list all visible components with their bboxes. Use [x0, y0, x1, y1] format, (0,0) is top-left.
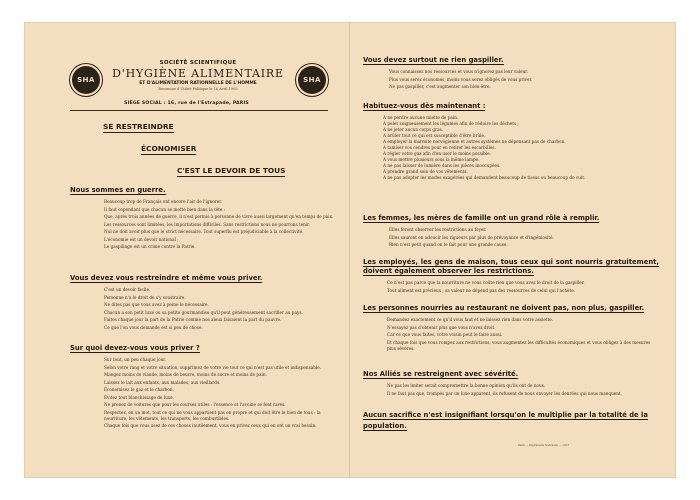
poster-sheet: [24, 22, 676, 478]
paragraph: Les ressources sont limitées, les importations difficiles. Sans restrictions nous ne pourrons tenir.: [104, 221, 311, 227]
section-body: [363, 317, 659, 352]
list-item: A ne perdre aucune miette de pain.: [383, 115, 459, 120]
section-heading: Vous devez vous restreindre et même vous priver.: [70, 274, 263, 282]
list-item: A tamiser vos cendres pour en retirer les escarbilles.: [383, 145, 496, 151]
paragraph: Faites chaque jour la part de la Patrie comme nos aïeux faisaient la part du pauvre.: [104, 317, 282, 322]
section-restrict-yourself: [70, 274, 340, 332]
paragraph: Ne pas les imiter serait compromettre la bonne opinion qu'ils ont de nous.: [387, 383, 546, 388]
list-item: A brûler tout ce qui est susceptible d'être brûlé.: [383, 133, 486, 139]
society-name: SOCIÉTÉ SCIENTIFIQUE: [159, 60, 237, 66]
section-body: [70, 199, 340, 250]
paragraph: Ne dites pas que vous avez à peine le nécessaire.: [104, 302, 209, 307]
list-item: A vous mettre plusieurs sous la même lampe.: [383, 157, 480, 163]
letterhead-text: [110, 60, 286, 91]
society-subtitle: ET D'ALIMENTATION RATIONNELLE DE L'HOMME: [139, 81, 257, 86]
section-employees: [363, 258, 659, 295]
list-item: A employer la marmite norvégienne et autres systèmes ne dépensant pas de charbon.: [383, 139, 566, 145]
printer-footer: Paris — Imprimerie Nationale — 1917: [518, 443, 569, 447]
section-body: [70, 287, 340, 331]
section-heading: Habituez-vous dès maintenant :: [363, 102, 486, 110]
society-logo-right: SHA: [298, 66, 326, 94]
slogan-restrict: SE RESTREINDRE: [103, 122, 174, 131]
letterhead-rule: [70, 110, 328, 111]
paragraph: C'est un devoir facile.: [104, 287, 151, 292]
paragraph: Beaucoup trop de Français ont encore l'air de l'ignorer.: [104, 199, 223, 204]
paragraph: Vous connaissez nos ressources et vous n'ignorez pas leur valeur.: [389, 69, 529, 74]
society-title: D'HYGIÈNE ALIMENTAIRE: [112, 67, 284, 80]
section-heading: Nos Alliés se restreignent avec sévérité.: [363, 370, 519, 378]
section-body: [363, 69, 659, 90]
paragraph: Rien n'est petit quand on le fait pour une grande cause.: [389, 242, 508, 247]
section-body: [363, 227, 659, 248]
paragraph: Ce n'est pas parce que la nourriture ne vous coûte rien que vous avez le droit de la gaspiller.: [387, 280, 585, 285]
section-women-role: [363, 214, 659, 250]
section-body: [363, 383, 659, 397]
slogan-economize: ÉCONOMISER: [141, 144, 197, 153]
paragraph: Tout aliment est précieux ; sa valeur ne dépend pas des ressources de celui qui l'achète.: [387, 287, 576, 293]
paragraph: Selon votre rang et votre situation, supprimez de votre vie tout ce qui n'est pas utile et indispensable.: [104, 364, 322, 370]
paragraph: Chaque fois que vous usez de ces choses inutilement, vous en privez ceux qui en ont un vrai besoin.: [104, 423, 317, 429]
paragraph: Elles sauront en adoucir les rigueurs par plus de prévoyance et d'ingéniosité.: [389, 234, 554, 240]
final-statement-text: Aucun sacrifice n'est insignifiant lorsqu'on le multiplie par la totalité de la population.: [363, 411, 648, 430]
section-body: [70, 357, 340, 429]
section-habits: [363, 102, 659, 182]
list-item: A ne pas adopter les modes exagérées qui demandent beaucoup de tissus ou beaucoup de cuir.: [383, 175, 586, 181]
paragraph: Économisez le gaz et le charbon.: [104, 387, 174, 392]
section-at-war: [70, 186, 340, 252]
paragraph: Personne n'a le droit de s'y soustraire.: [104, 294, 186, 300]
paragraph: Elles feront observer les restrictions au foyer.: [389, 227, 487, 232]
section-heading: Sur quoi devez-vous vous priver ?: [70, 344, 200, 352]
paragraph: Évitez tout blanchissage de luxe.: [104, 394, 174, 400]
paragraph: L'économie est un devoir national ;: [104, 236, 179, 242]
paragraph: Ce que l'on vous demande est si peu de chose.: [104, 324, 203, 330]
paragraph: Et chaque fois que vous rompez aux restrictions, vous augmentez les difficultés économiques et vous obligez à des mesures plus sévères.: [387, 339, 651, 351]
habit-list: [363, 115, 659, 182]
left-column: [24, 22, 349, 478]
paragraph: Demandez exactement ce qu'il vous faut et ne laissez rien dans votre assiette.: [387, 317, 554, 322]
paragraph: Il ne faut pas que, trompés par un luxe apparent, ils refusent de nous envoyer les denrées qui nous manquent.: [387, 390, 623, 396]
list-item: A prendre grand soin de vos vêtements.: [383, 169, 468, 175]
paragraph: Il faut cependant que chacun se mette bien dans la tête :: [104, 206, 226, 212]
paragraph: Car ce que vous faites, votre voisin peut le faire aussi.: [387, 332, 503, 337]
paragraph: Ne pas gaspiller, c'est augmenter son bien-être.: [389, 84, 491, 89]
paragraph: Le gaspillage est un crime contre la Patrie.: [104, 244, 196, 249]
section-no-waste: [363, 56, 659, 92]
list-item: A ne jeter aucun corps gras.: [383, 127, 444, 133]
society-logo-left: SHA: [72, 66, 100, 94]
paragraph: Chacun a son petit luxe ou sa petite gourmandise qu'il peut généreusement sacrifier au pays.: [104, 309, 303, 315]
paragraph: Laissez le lait aux enfants, aux malades, aux vieillards.: [104, 379, 221, 385]
paragraph: Sur tout, un peu chaque jour.: [104, 357, 167, 362]
paragraph: Mangez moins de viande, moins de beurre, moins de sucre et moins de pain.: [104, 372, 267, 377]
section-heading: Les personnes nourries au restaurant ne doivent pas, non plus, gaspiller.: [363, 304, 645, 312]
paragraph: N'essayez pas d'obtenir plus que vous n'avez droit.: [387, 324, 496, 330]
paragraph: Nul ne doit avoir plus que le strict nécessaire. Tout superflu est préjudiciable à la collectivité.: [104, 229, 304, 234]
section-restaurant: [363, 304, 659, 353]
slogan-duty: C'EST LE DEVOIR DE TOUS: [177, 166, 286, 175]
section-heading: Vous devez surtout ne rien gaspiller.: [363, 56, 504, 64]
list-item: A peler soigneusement les légumes afin de réduire les déchets ;: [383, 121, 519, 127]
section-heading: Nous sommes en guerre.: [70, 186, 166, 194]
right-column: [350, 22, 676, 478]
paragraph: Respectez, en un mot, tout ce qui ne vous appartient pas en propre et qui doit être le bien de tous : la nourriture, les vêtements, les transports, les combustibles.: [104, 409, 321, 421]
society-recognition: Reconnue d'Utilité Publique le 16 Avril 1905: [158, 87, 238, 91]
final-statement: [363, 410, 659, 432]
section-allies: [363, 370, 659, 398]
list-item: A ne pas laisser de lumière dans les pièces inoccupées.: [383, 163, 501, 169]
section-heading: Les femmes, les mères de famille ont un grand rôle à remplir.: [363, 214, 600, 222]
letterhead: [24, 60, 349, 132]
list-item: A régler votre gaz afin d'en user le moins possible.: [383, 151, 491, 157]
section-heading: Les employés, les gens de maison, tous ceux qui sont nourris gratuitement, doivent également observer les restrictions.: [363, 258, 659, 275]
paragraph: Que, après trois années de guerre, il n'est permis à personne de vivre aussi largement qu'en temps de paix.: [104, 214, 334, 219]
section-what-to-give-up: [70, 344, 340, 431]
paragraph: Plus vous serez économes, moins vous serez obligés de vous priver.: [389, 76, 533, 82]
paragraph: Ne prenez de voitures que pour les courses utiles : l'essence et l'avoine se font rares.: [104, 402, 286, 407]
head-office: SIÈGE SOCIAL : 16, rue de l'Estrapade, PARIS: [124, 101, 249, 106]
section-body: [363, 280, 659, 294]
